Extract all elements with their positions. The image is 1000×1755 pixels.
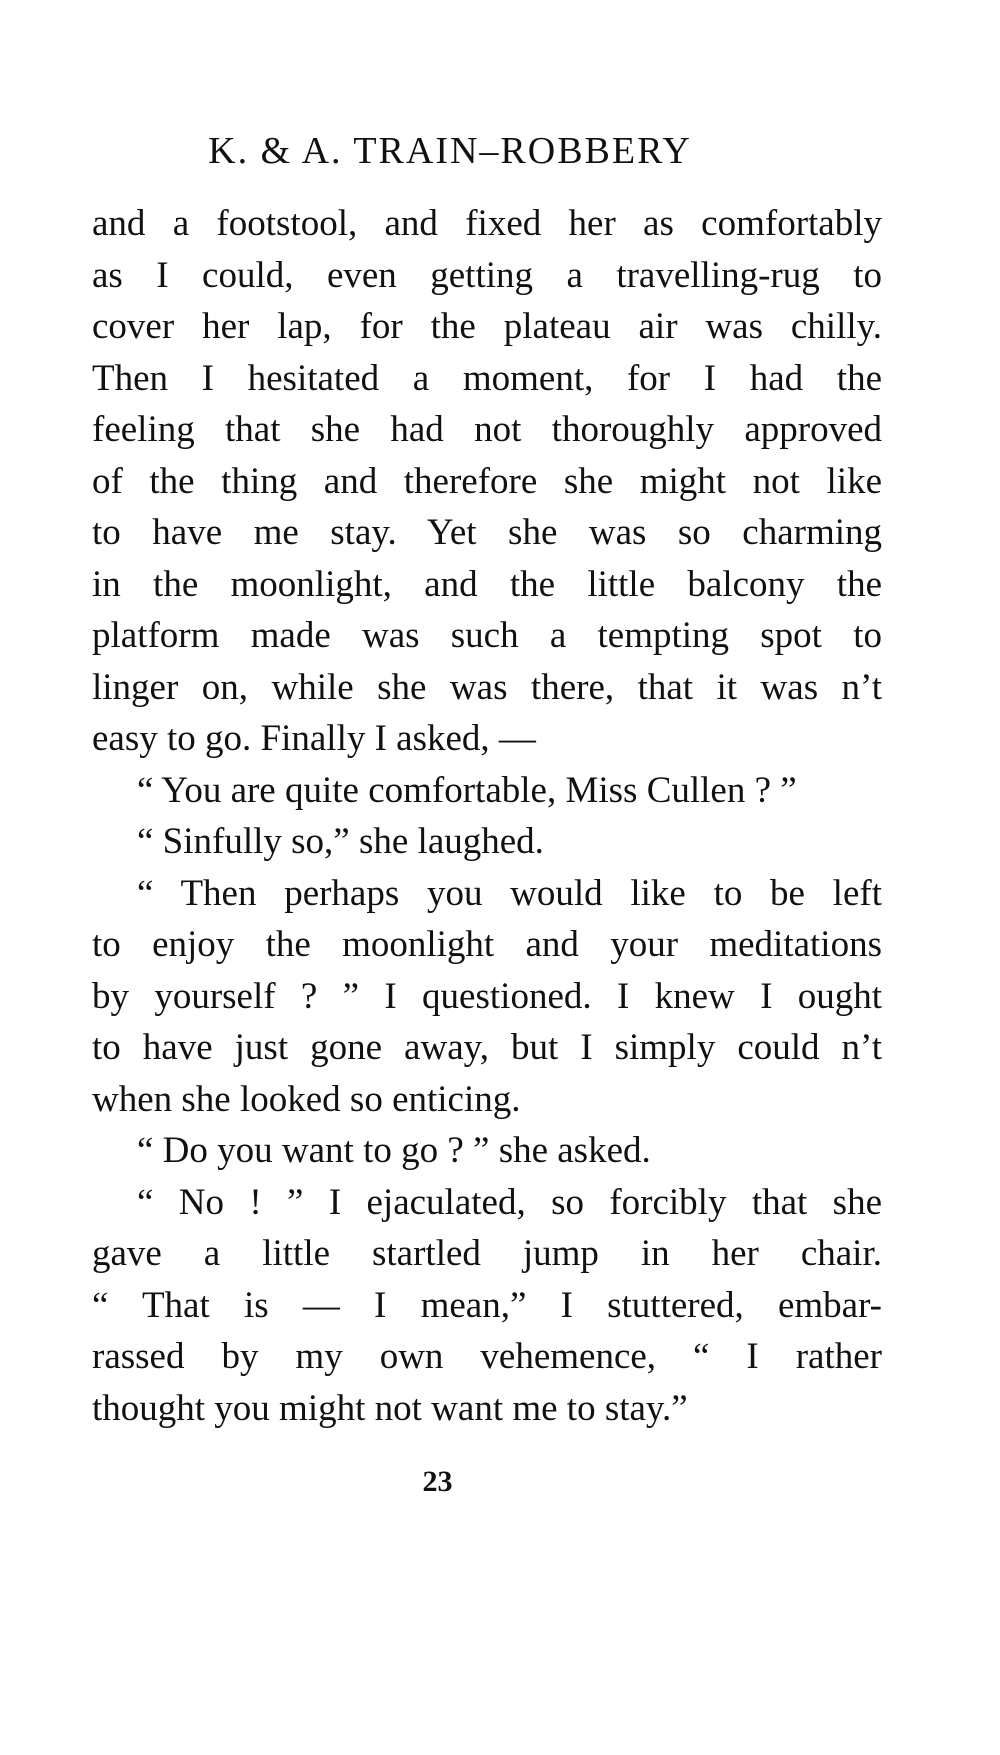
text-line: to enjoy the moonlight and your meditations	[92, 924, 882, 965]
text-line: when she looked so enticing.	[92, 1078, 521, 1120]
running-head-text: K. & A. TRAIN–ROBBERY	[208, 130, 692, 172]
text-line: “ Sinfully so,” she laughed.	[137, 821, 544, 862]
text-line: gave a little startled jump in her chair.	[92, 1233, 882, 1274]
page-number	[0, 1462, 1000, 1502]
text-line: platform made was such a tempting spot to	[92, 615, 882, 656]
text-line: easy to go. Finally I asked, —	[92, 718, 536, 759]
text-line: as I could, even getting a travelling-rug to	[92, 254, 882, 296]
text-line: “ You are quite comfortable, Miss Cullen ? ”	[137, 769, 797, 811]
text-line: to have me stay. Yet she was so charming	[92, 512, 882, 553]
text-line: Then I hesitated a moment, for I had the	[92, 357, 882, 399]
running-head	[0, 126, 1000, 176]
text-line: cover her lap, for the plateau air was chilly.	[92, 306, 882, 347]
text-line: linger on, while she was there, that it was n’t	[92, 666, 882, 708]
text-line: “ Then perhaps you would like to be left	[137, 872, 882, 914]
text-line: “ No ! ” I ejaculated, so forcibly that she	[137, 1181, 882, 1223]
text-line: to have just gone away, but I simply could n’t	[92, 1027, 882, 1068]
text-line: and a footstool, and fixed her as comfortably	[92, 203, 882, 244]
text-line: feeling that she had not thoroughly approved	[92, 409, 882, 450]
page-number-text: 23	[422, 1465, 453, 1498]
text-line: of the thing and therefore she might not like	[92, 460, 882, 502]
text-line: thought you might not want me to stay.”	[92, 1387, 688, 1429]
text-line: “ Do you want to go ? ” she asked.	[137, 1130, 651, 1171]
body-text	[92, 198, 882, 1434]
text-line: rassed by my own vehemence, “ I rather	[92, 1336, 882, 1377]
text-line: in the moonlight, and the little balcony the	[92, 563, 882, 605]
text-line: by yourself ? ” I questioned. I knew I ought	[92, 975, 882, 1017]
text-line: “ That is — I mean,” I stuttered, embar-	[92, 1284, 882, 1326]
